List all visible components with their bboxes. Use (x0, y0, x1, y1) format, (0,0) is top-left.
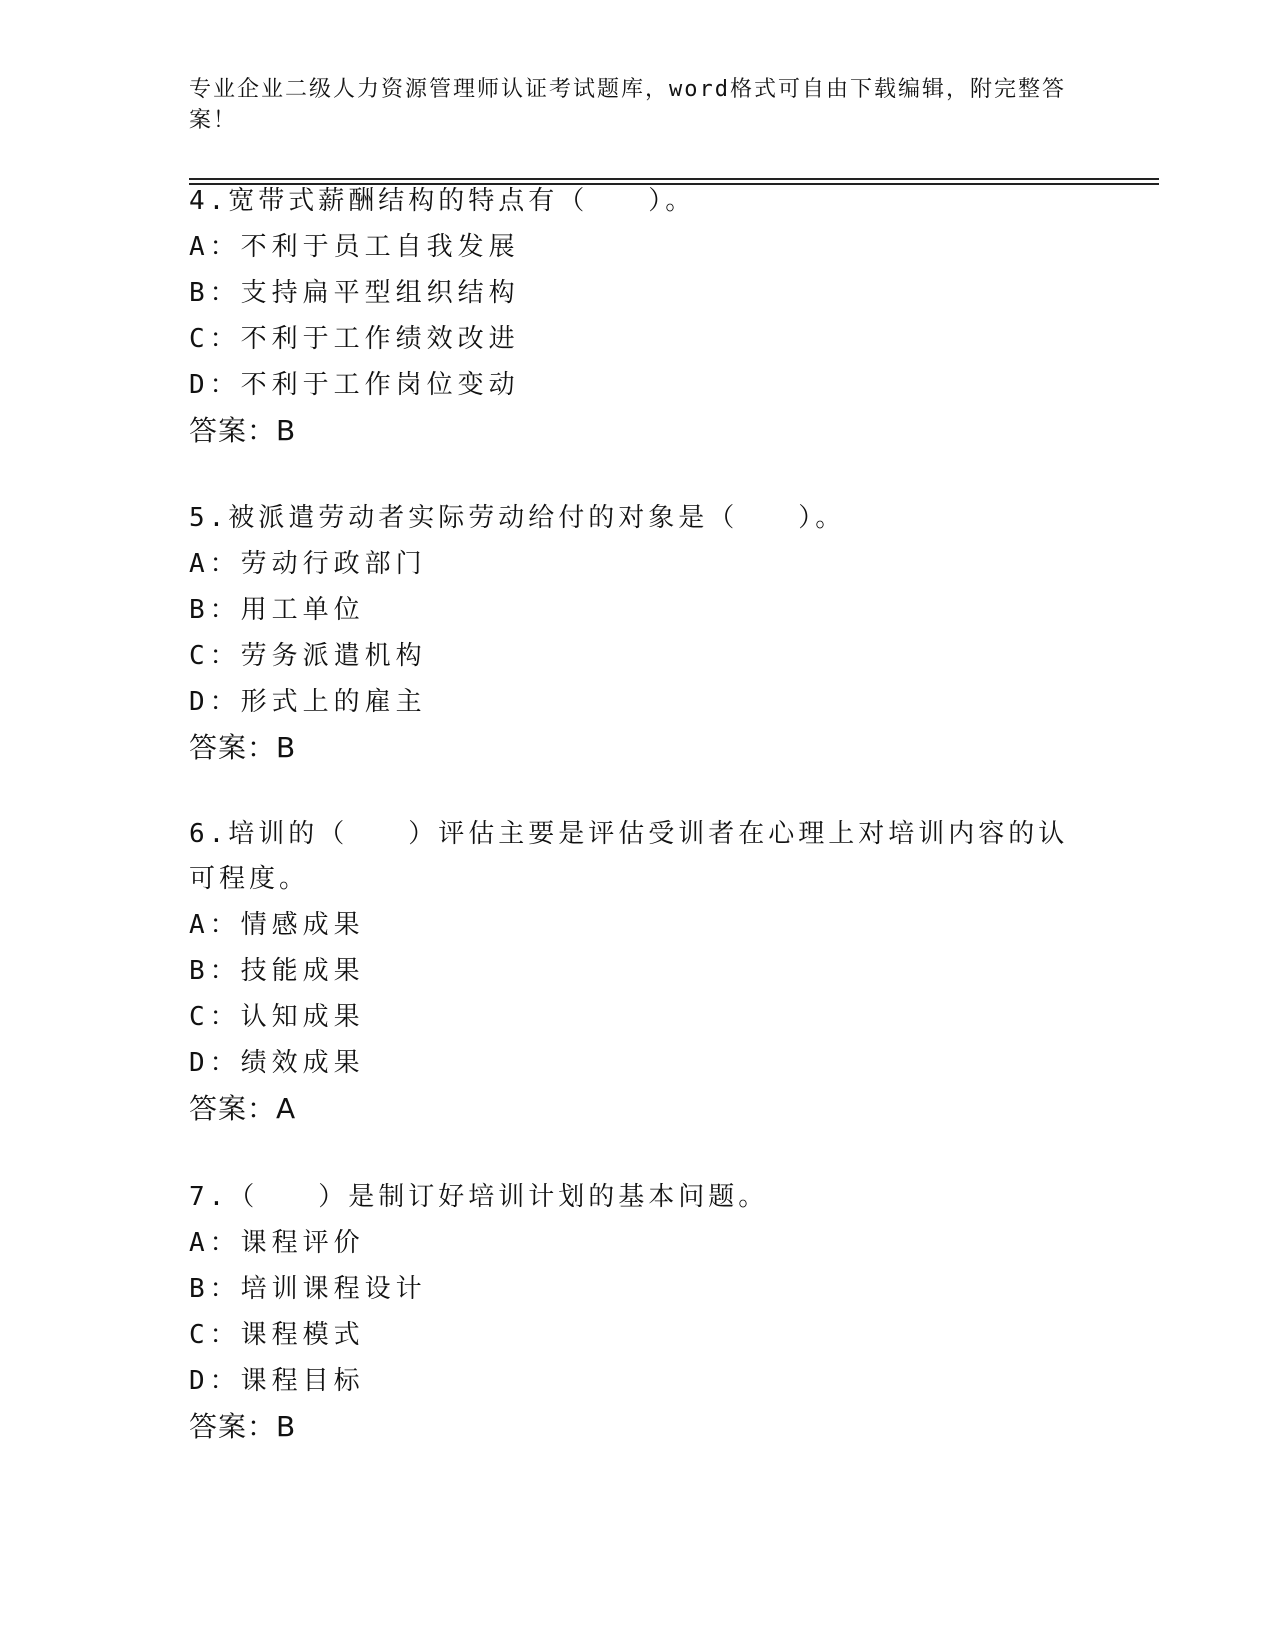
question-4 (189, 179, 1089, 454)
option-c: C：不利于工作绩效改进 (189, 324, 520, 354)
option-d: D：课程目标 (189, 1366, 365, 1396)
answer: 答案：B (189, 414, 297, 447)
question-stem: 7.（ ）是制订好培训计划的基本问题。 (189, 1182, 769, 1212)
option-c: C：劳务派遣机构 (189, 641, 427, 671)
question-5 (189, 496, 1089, 771)
question-6 (189, 812, 1089, 1132)
option-b: B：培训课程设计 (189, 1274, 427, 1304)
option-a: A：课程评价 (189, 1228, 365, 1258)
answer: 答案：A (189, 1092, 297, 1125)
option-b: B：支持扁平型组织结构 (189, 278, 520, 308)
option-b: B：技能成果 (189, 956, 365, 986)
option-d: D：形式上的雇主 (189, 687, 427, 717)
option-d: D：绩效成果 (189, 1048, 365, 1078)
option-a: A：不利于员工自我发展 (189, 232, 520, 262)
option-c: C：认知成果 (189, 1002, 365, 1032)
option-d: D：不利于工作岗位变动 (189, 370, 520, 400)
answer: 答案：B (189, 1410, 297, 1443)
question-stem: 4.宽带式薪酬结构的特点有（ ）。 (189, 186, 696, 216)
header-note: 专业企业二级人力资源管理师认证考试题库，word格式可自由下载编辑，附完整答案！ (189, 77, 1066, 133)
option-b: B：用工单位 (189, 595, 365, 625)
answer: 答案：B (189, 731, 297, 764)
question-stem: 5.被派遣劳动者实际劳动给付的对象是（ ）。 (189, 503, 846, 533)
question-7 (189, 1175, 1089, 1450)
option-a: A：劳动行政部门 (189, 549, 427, 579)
option-a: A：情感成果 (189, 910, 365, 940)
option-c: C：课程模式 (189, 1320, 365, 1350)
question-stem: 6.培训的（ ）评估主要是评估受训者在心理上对培训内容的认可程度。 (189, 819, 1069, 894)
